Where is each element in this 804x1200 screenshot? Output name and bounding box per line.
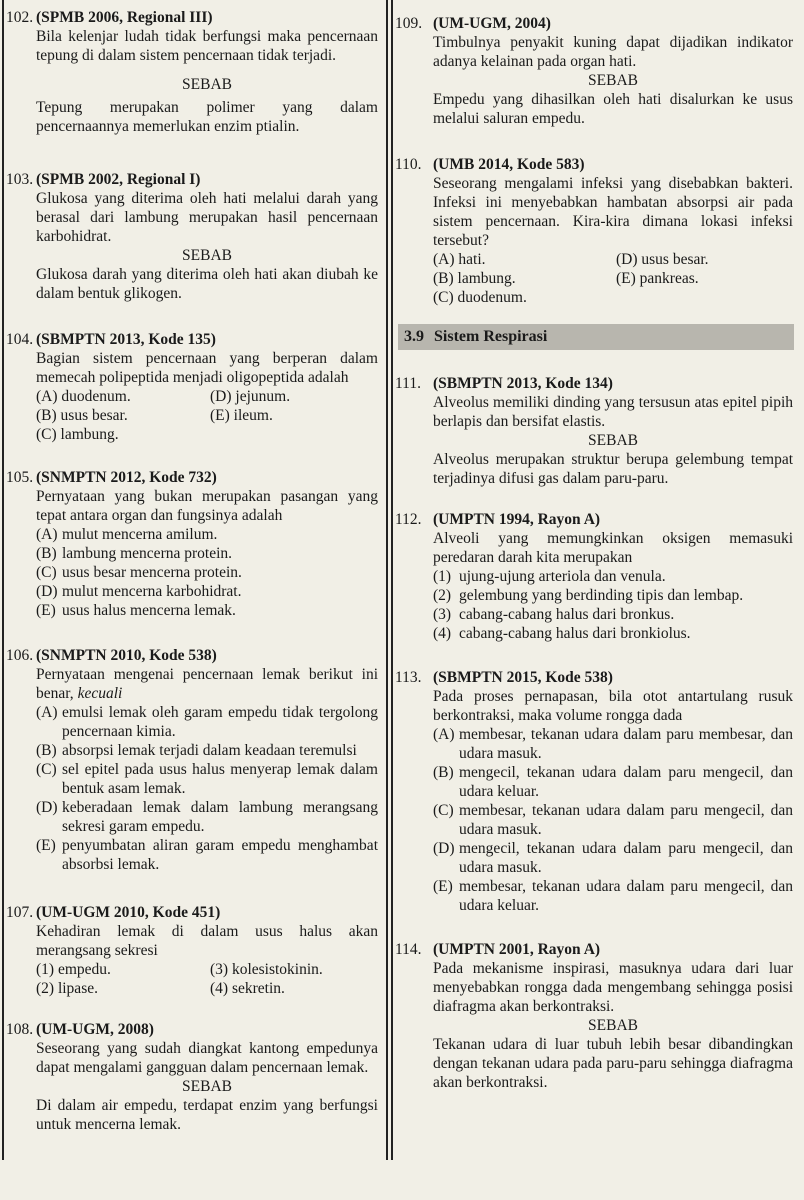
question-reason: Tekanan udara di luar tubuh lebih besar dibandingkan dengan tekanan udara pada paru-paru sehingga diafragma akan berkontraksi. — [433, 1036, 793, 1091]
option-text: gelembung yang berdinding tipis dan lembap. — [459, 587, 744, 604]
question-number: 113. — [395, 669, 422, 686]
sebab-label: SEBAB — [182, 247, 232, 264]
option — [433, 567, 793, 586]
question-number: 112. — [395, 511, 422, 528]
option — [433, 839, 793, 877]
question-body: Alveoli yang memungkinkan oksigen memasuki peredaran darah kita merupakan — [433, 530, 793, 566]
option — [36, 741, 378, 760]
option-text: usus halus mencerna lemak. — [62, 602, 236, 619]
option — [36, 798, 378, 836]
question-source: (SPMB 2006, Regional III) — [36, 9, 213, 26]
option — [36, 582, 378, 601]
question-body: Pernyataan yang bukan merupakan pasangan yang tepat antara organ dan fungsinya adalah — [36, 488, 378, 524]
option-label: (E) — [36, 602, 56, 619]
question-body — [36, 665, 378, 703]
question-113 — [395, 668, 793, 915]
question-112 — [395, 510, 793, 643]
option-label: (E) — [36, 837, 56, 854]
option-text: penyumbatan aliran garam empedu menghambat absorbsi lemak. — [62, 837, 378, 873]
option: (D) usus besar. — [616, 251, 709, 268]
option-text: mengecil, tekanan udara dalam paru mengecil, dan udara keluar. — [459, 764, 793, 800]
question-108 — [6, 1020, 378, 1134]
option: (2) lipase. — [36, 980, 98, 997]
option-label: (3) — [433, 606, 452, 623]
question-number: 110. — [395, 156, 422, 173]
option — [433, 624, 793, 643]
option — [36, 836, 378, 874]
question-reason: Tepung merupakan polimer yang dalam pencernaannya memerlukan enzim ptialin. — [36, 99, 378, 135]
option-label: (B) — [36, 545, 57, 562]
option: (A) duodenum. — [36, 388, 131, 405]
question-source: (UMPTN 2001, Rayon A) — [433, 941, 601, 958]
option — [433, 877, 793, 915]
option-text: mulut mencerna amilum. — [62, 526, 218, 543]
option — [433, 801, 793, 839]
option-text: emulsi lemak oleh garam empedu tidak tergolong pencernaan kimia. — [62, 704, 378, 740]
option-text: cabang-cabang halus dari bronkiolus. — [459, 625, 691, 642]
question-statement: Seseorang yang sudah diangkat kantong empedunya dapat mengalami gangguan dalam pencernaan lemak. — [36, 1040, 378, 1076]
question-source: (SPMB 2002, Regional I) — [36, 171, 201, 188]
sebab-label: SEBAB — [588, 72, 638, 89]
option-label: (C) — [433, 802, 454, 819]
option-label: (D) — [433, 840, 455, 857]
option — [210, 425, 378, 444]
question-body: Seseorang mengalami infeksi yang disebabkan bakteri. Infeksi ini menyebabkan hambatan absorpsi air pada sistem pencernaan. Kira-kira dimana lokasi infeksi tersebut? — [433, 175, 793, 249]
question-104 — [6, 330, 378, 444]
question-source: (UM-UGM 2010, Kode 451) — [36, 904, 221, 921]
option-text: membesar, tekanan udara dalam paru mengecil, dan udara keluar. — [459, 878, 793, 914]
option — [36, 760, 378, 798]
option: (1) empedu. — [36, 961, 111, 978]
section-number: 3.9 — [404, 328, 424, 345]
option: (3) kolesistokinin. — [210, 961, 323, 978]
question-reason: Glukosa darah yang diterima oleh hati akan diubah ke dalam bentuk glikogen. — [36, 266, 378, 302]
option: (B) lambung. — [433, 270, 516, 287]
option — [433, 763, 793, 801]
option-text: mulut mencerna karbohidrat. — [62, 583, 242, 600]
option-label: (4) — [433, 625, 452, 642]
question-source: (SBMPTN 2015, Kode 538) — [433, 669, 613, 686]
options-grid — [433, 250, 793, 307]
question-number: 114. — [395, 941, 422, 958]
option-label: (C) — [36, 761, 57, 778]
sebab-label: SEBAB — [588, 432, 638, 449]
option: (E) ileum. — [210, 407, 273, 424]
option-text: membesar, tekanan udara dalam paru mengecil, dan udara masuk. — [459, 802, 793, 838]
option: (C) duodenum. — [433, 289, 527, 306]
question-body-text: Pernyataan mengenai pencernaan lemak berikut ini benar, — [36, 666, 378, 702]
question-reason: Di dalam air empedu, terdapat enzim yang berfungsi untuk mencerna lemak. — [36, 1097, 378, 1133]
option — [36, 601, 378, 620]
question-number: 107. — [6, 904, 34, 921]
question-body: Bagian sistem pencernaan yang berperan dalam memecah polipeptida menjadi oligopeptida adalah — [36, 350, 378, 386]
column-divider-rule — [386, 0, 388, 1160]
question-number: 109. — [395, 15, 423, 32]
question-body-italic: kecuali — [77, 685, 123, 702]
options-grid — [36, 387, 378, 444]
question-statement: Timbulnya penyakit kuning dapat dijadikan indikator adanya kelainan pada organ hati. — [433, 34, 793, 70]
section-header — [398, 324, 794, 350]
question-110 — [395, 155, 793, 307]
option-text: ujung-ujung arteriola dan venula. — [459, 568, 666, 585]
question-102 — [6, 8, 378, 136]
question-statement: Glukosa yang diterima oleh hati melalui darah yang berasal dari lambung merupakan hasil pencernaan karbohidrat. — [36, 190, 378, 245]
question-source: (UM-UGM, 2008) — [36, 1021, 154, 1038]
option-label: (A) — [36, 526, 58, 543]
question-109 — [395, 14, 793, 128]
option — [433, 586, 793, 605]
option-label: (1) — [433, 568, 452, 585]
question-106 — [6, 646, 378, 874]
question-statement: Bila kelenjar ludah tidak berfungsi maka pencernaan tepung di dalam sistem pencernaan tidak terjadi. — [36, 28, 378, 64]
sebab-label: SEBAB — [588, 1017, 638, 1034]
question-source: (UMB 2014, Kode 583) — [433, 156, 585, 173]
option-text: lambung mencerna protein. — [62, 545, 233, 562]
option — [616, 288, 793, 307]
question-number: 105. — [6, 469, 34, 486]
section-title: Sistem Respirasi — [434, 328, 548, 345]
question-source: (SBMPTN 2013, Kode 134) — [433, 375, 613, 392]
question-number: 104. — [6, 331, 34, 348]
option-label: (B) — [433, 764, 454, 781]
sebab-label: SEBAB — [182, 1078, 232, 1095]
option-text: mengecil, tekanan udara dalam paru mengecil, dan udara masuk. — [459, 840, 793, 876]
option-label: (A) — [36, 704, 58, 721]
question-number: 102. — [6, 9, 34, 26]
option: (E) pankreas. — [616, 270, 699, 287]
question-114 — [395, 940, 793, 1092]
question-number: 103. — [6, 171, 34, 188]
question-103 — [6, 170, 378, 303]
question-number: 108. — [6, 1021, 34, 1038]
option-text: sel epitel pada usus halus menyerap lemak dalam bentuk asam lemak. — [62, 761, 378, 797]
option — [36, 563, 378, 582]
option-text: usus besar mencerna protein. — [62, 564, 242, 581]
option-text: cabang-cabang halus dari bronkus. — [459, 606, 675, 623]
option: (D) jejunum. — [210, 388, 291, 405]
question-107 — [6, 903, 378, 998]
question-source: (SNMPTN 2010, Kode 538) — [36, 647, 217, 664]
question-reason: Empedu yang dihasilkan oleh hati disalurkan ke usus melalui saluran empedu. — [433, 91, 793, 127]
option — [433, 605, 793, 624]
options-grid — [36, 960, 378, 998]
option-text: absorpsi lemak terjadi dalam keadaan teremulsi — [62, 742, 357, 759]
option-label: (B) — [36, 742, 57, 759]
option — [36, 703, 378, 741]
option: (4) sekretin. — [210, 980, 285, 997]
question-statement: Pada mekanisme inspirasi, masuknya udara dari luar menyebabkan rongga dada mengembang sehingga posisi diafragma akan berkontraksi. — [433, 960, 793, 1015]
option: (A) hati. — [433, 251, 486, 268]
option-label: (D) — [36, 799, 58, 816]
question-source: (SNMPTN 2012, Kode 732) — [36, 469, 217, 486]
option — [36, 525, 378, 544]
question-statement: Alveolus memiliki dinding yang tersusun atas epitel pipih berlapis dan bersifat elastis. — [433, 394, 793, 430]
question-111 — [395, 374, 793, 488]
option-label: (A) — [433, 726, 455, 743]
question-number: 106. — [6, 647, 34, 664]
question-105 — [6, 468, 378, 620]
option-text: keberadaan lemak dalam lambung merangsang sekresi garam empedu. — [62, 799, 378, 835]
option — [36, 544, 378, 563]
question-body: Pada proses pernapasan, bila otot antartulang rusuk berkontraksi, maka volume rongga dada — [433, 688, 793, 724]
option-text: membesar, tekanan udara dalam paru membesar, dan udara masuk. — [459, 726, 793, 762]
option-label: (C) — [36, 564, 57, 581]
question-number: 111. — [395, 375, 421, 392]
question-source: (UM-UGM, 2004) — [433, 15, 551, 32]
question-source: (SBMPTN 2013, Kode 135) — [36, 331, 216, 348]
question-body: Kehadiran lemak di dalam usus halus akan merangsang sekresi — [36, 923, 378, 959]
option-label: (E) — [433, 878, 453, 895]
question-reason: Alveolus merupakan struktur berupa gelembung tempat terjadinya difusi gas dalam paru-paru. — [433, 451, 793, 487]
option: (B) usus besar. — [36, 407, 128, 424]
left-column — [0, 0, 385, 1200]
option-label: (2) — [433, 587, 452, 604]
sebab-label: SEBAB — [182, 76, 232, 93]
option-label: (D) — [36, 583, 58, 600]
option — [433, 725, 793, 763]
question-source: (UMPTN 1994, Rayon A) — [433, 511, 601, 528]
option: (C) lambung. — [36, 426, 119, 443]
